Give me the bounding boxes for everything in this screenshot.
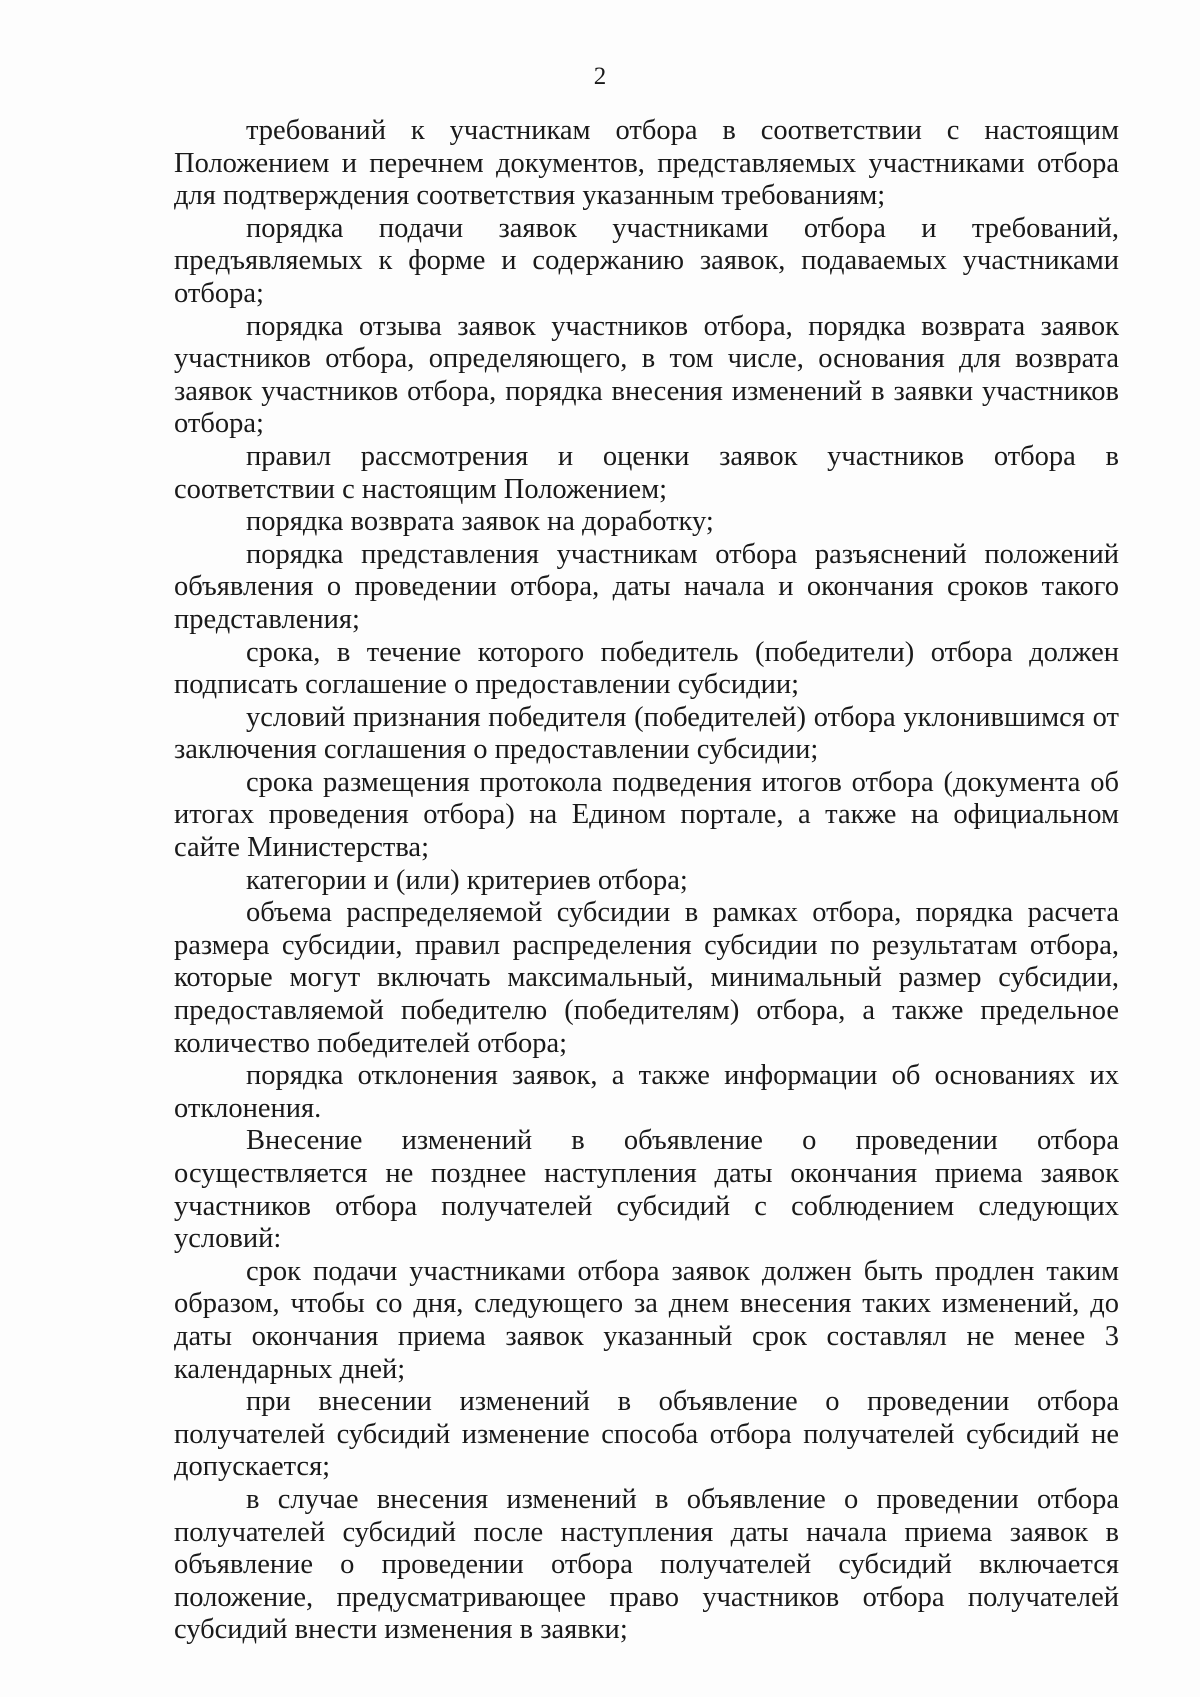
paragraph: порядка представления участникам отбора разъяснений положений объявления о проведении отбора, даты начала и окончания сроков такого представления;: [174, 538, 1119, 635]
paragraph: в случае внесения изменений в объявление о проведении отбора получателей субсидий после наступления даты начала приема заявок в объявление о проведении отбора получателей субсидий включается положение, предусматривающее право участников отбора получателей субсидий внести изменения в заявки;: [174, 1483, 1119, 1646]
paragraph: при внесении изменений в объявление о проведении отбора получателей субсидий изменение способа отбора получателей субсидий не допускается;: [174, 1386, 1119, 1483]
paragraph: категории и (или) критериев отбора;: [246, 864, 688, 896]
paragraph: требований к участникам отбора в соответствии с настоящим Положением и перечнем документов, представляемых участниками отбора для подтверждения соответствия указанным требованиям;: [174, 115, 1119, 212]
paragraph: порядка отзыва заявок участников отбора, порядка возврата заявок участников отбора, определяющего, в том числе, основания для возврата заявок участников отбора, порядка внесения изменений в заявки участников отбора;: [174, 310, 1119, 440]
paragraph: порядка возврата заявок на доработку;: [246, 506, 714, 538]
paragraph: срока, в течение которого победитель (победители) отбора должен подписать соглашение о предоставлении субсидии;: [174, 636, 1119, 701]
paragraph: порядка отклонения заявок, а также информации об основаниях их отклонения.: [174, 1060, 1119, 1124]
paragraph: правил рассмотрения и оценки заявок участников отбора в соответствии с настоящим Положением;: [174, 440, 1119, 505]
paragraph: условий признания победителя (победителей) отбора уклонившимся от заключения соглашения о предоставлении субсидии;: [174, 701, 1119, 766]
paragraph: срока размещения протокола подведения итогов отбора (документа об итогах проведения отбора) на Едином портале, а также на официальном сайте Министерства;: [174, 766, 1119, 864]
paragraph: Внесение изменений в объявление о проведении отбора осуществляется не позднее наступления даты окончания приема заявок участников отбора получателей субсидий с соблюдением следующих условий:: [174, 1125, 1119, 1255]
page-number: 2: [593, 63, 607, 90]
document-body: [174, 115, 1119, 1647]
paragraph: порядка подачи заявок участниками отбора и требований, предъявляемых к форме и содержанию заявок, подаваемых участниками отбора;: [174, 212, 1119, 309]
paragraph: срок подачи участниками отбора заявок должен быть продлен таким образом, чтобы со дня, следующего за днем внесения таких изменений, до даты окончания приема заявок указанный срок составлял не менее 3 календарных дней;: [174, 1255, 1119, 1385]
paragraph: объема распределяемой субсидии в рамках отбора, порядка расчета размера субсидии, правил распределения субсидии по результатам отбора, которые могут включать максимальный, минимальный размер субсидии, предоставляемой победителю (победителям) отбора, а также предельное количество победителей отбора;: [174, 897, 1119, 1059]
